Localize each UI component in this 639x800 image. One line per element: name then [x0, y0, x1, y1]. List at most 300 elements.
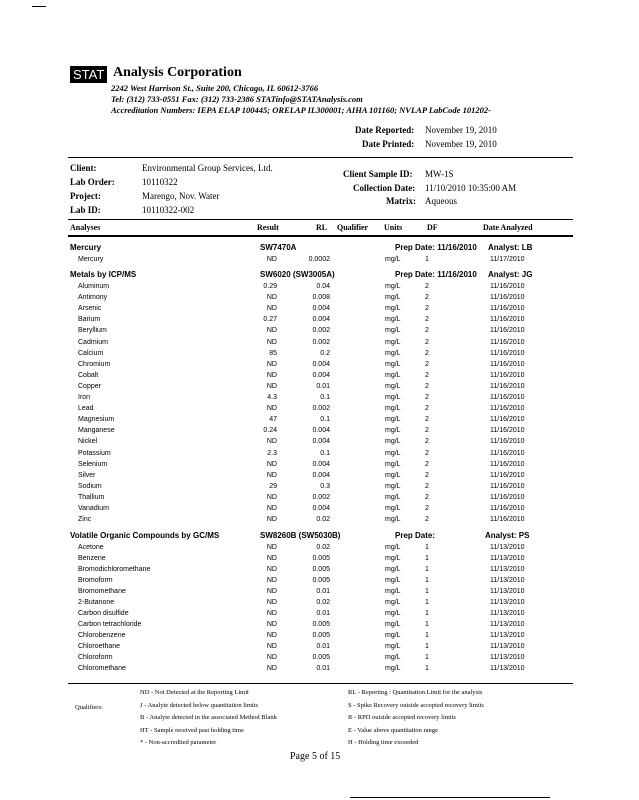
units: mg/L [385, 544, 401, 551]
units: mg/L [385, 405, 401, 413]
dilution-factor: 2 [425, 327, 429, 335]
units: mg/L [385, 599, 401, 606]
dilution-factor: 1 [425, 665, 429, 672]
units: mg/L [385, 382, 401, 390]
units: mg/L [385, 654, 401, 661]
table-row [70, 256, 550, 267]
group-analyst: Analyst: PS [485, 531, 530, 540]
analyte-name: Arsenic [78, 305, 102, 313]
reporting-limit: 0.3 [320, 482, 330, 490]
dilution-factor: 2 [425, 371, 429, 379]
table-row [70, 316, 550, 327]
analyte-name: Chlorobenzene [78, 632, 126, 639]
dilution-factor: 2 [425, 438, 429, 446]
result-value: ND [266, 577, 277, 584]
reporting-limit: 0.002 [312, 327, 330, 335]
units: mg/L [385, 493, 401, 501]
units: mg/L [385, 505, 401, 512]
units: mg/L [385, 294, 401, 302]
company-name: Analysis Corporation [113, 65, 242, 80]
stat-logo: STAT [70, 66, 107, 83]
reporting-limit: 0.01 [316, 588, 330, 595]
analyte-name: Acetone [78, 544, 104, 551]
sample-id-label: Client Sample ID: [343, 169, 413, 179]
units: mg/L [385, 665, 401, 672]
qualifier-definition: R - RPD outside accepted recovery limits [348, 714, 456, 721]
dilution-factor: 2 [425, 493, 429, 501]
table-row [70, 339, 550, 350]
table-row [70, 472, 550, 483]
reporting-limit: 0.01 [316, 643, 330, 650]
lab-order-label: Lab Order: [70, 177, 115, 187]
sample-id-value: MW-1S [425, 169, 454, 179]
date-analyzed: 11/13/2010 [490, 610, 525, 617]
date-analyzed: 11/13/2010 [490, 544, 525, 551]
result-value: ND [266, 654, 277, 661]
units: mg/L [385, 394, 401, 401]
date-analyzed: 11/13/2010 [490, 555, 525, 562]
units: mg/L [385, 643, 401, 650]
lab-id-value: 10110322-002 [142, 205, 195, 215]
date-analyzed: 11/16/2010 [490, 493, 525, 501]
units: mg/L [385, 621, 401, 628]
result-value: ND [266, 505, 277, 512]
col-rl: RL [316, 223, 328, 232]
analysis-group-header [70, 243, 550, 255]
result-value: ND [266, 382, 277, 390]
date-printed-label: Date Printed: [362, 139, 415, 149]
result-value: 0.24 [263, 427, 277, 435]
reporting-limit: 0.004 [312, 438, 330, 446]
col-analyses: Analyses [70, 223, 101, 232]
date-analyzed: 11/13/2010 [490, 632, 525, 639]
table-row [70, 643, 550, 654]
reporting-limit: 0.005 [312, 632, 330, 639]
group-method: SW6020 (SW3005A) [260, 270, 335, 279]
units: mg/L [385, 349, 401, 357]
table-row [70, 494, 550, 505]
analyte-name: Chloroform [78, 654, 113, 661]
date-analyzed: 11/13/2010 [490, 599, 525, 606]
date-analyzed: 11/16/2010 [490, 360, 525, 368]
dilution-factor: 1 [425, 643, 429, 650]
units: mg/L [385, 283, 401, 290]
date-analyzed: 11/16/2010 [490, 416, 525, 424]
analyte-name: Barium [78, 316, 101, 324]
dilution-factor: 2 [425, 460, 429, 468]
date-analyzed: 11/16/2010 [490, 305, 525, 313]
divider [68, 683, 573, 684]
group-prep-date: Prep Date: 11/16/2010 [395, 270, 477, 279]
result-value: ND [266, 471, 277, 479]
project-value: Marengo, Nov. Water [142, 191, 220, 201]
table-row [70, 621, 550, 632]
table-row [70, 416, 550, 427]
reporting-limit: 0.02 [316, 516, 330, 524]
date-analyzed: 11/13/2010 [490, 665, 525, 672]
units: mg/L [385, 371, 401, 379]
result-value: 47 [269, 416, 277, 424]
analyte-name: Thallium [78, 493, 105, 501]
group-method: SW8260B (SW5030B) [260, 531, 341, 540]
analyte-name: Beryllium [78, 327, 107, 335]
units: mg/L [385, 438, 401, 446]
table-row [70, 588, 550, 599]
scan-mark [350, 797, 550, 798]
result-value: ND [266, 493, 277, 501]
accreditation: Accreditation Numbers: IEPA ELAP 100445; ORELAP IL300001; AIHA 101160; NVLAP LabCode 101202- [111, 105, 491, 115]
table-row [70, 483, 550, 494]
qualifier-definition: ND - Not Detected at the Reporting Limit [140, 689, 249, 696]
analyte-name: Iron [78, 394, 91, 401]
qualifier-definition: HT - Sample received past holding time [140, 726, 244, 734]
analyte-name: Sodium [78, 482, 102, 490]
table-row [70, 654, 550, 665]
col-date-analyzed: Date Analyzed [483, 223, 533, 232]
dilution-factor: 1 [425, 610, 429, 617]
analyte-name: Manganese [78, 427, 115, 435]
result-value: ND [266, 294, 277, 302]
analyte-name: Selenium [78, 460, 108, 468]
table-row [70, 327, 550, 338]
analyte-name: Magnesium [78, 416, 115, 424]
analyte-name: 2-Butanone [78, 599, 115, 606]
client-value: Environmental Group Services, Ltd. [142, 163, 273, 173]
scan-mark [32, 6, 46, 7]
units: mg/L [385, 460, 401, 468]
date-analyzed: 11/16/2010 [490, 449, 525, 457]
group-name: Metals by ICP/MS [70, 270, 137, 279]
qualifier-definition: J - Analyte detected below quantitation limits [140, 701, 259, 709]
units: mg/L [385, 305, 401, 313]
date-analyzed: 11/13/2010 [490, 588, 525, 595]
reporting-limit: 0.002 [312, 493, 330, 501]
table-row [70, 350, 550, 361]
analyte-name: Cobalt [78, 371, 99, 379]
units: mg/L [385, 471, 401, 479]
dilution-factor: 2 [425, 338, 429, 346]
table-row [70, 361, 550, 372]
group-prep-date: Prep Date: [395, 531, 436, 540]
table-row [70, 438, 550, 449]
date-analyzed: 11/16/2010 [490, 338, 525, 346]
table-row [70, 305, 550, 316]
date-analyzed: 11/16/2010 [490, 394, 525, 401]
reporting-limit: 0.004 [312, 305, 330, 313]
table-row [70, 665, 550, 676]
divider [68, 235, 573, 237]
company-contact: Tel: (312) 733-0551 Fax: (312) 733-2386 STATinfo@STATAnalysis.com [111, 94, 363, 104]
date-analyzed: 11/13/2010 [490, 577, 525, 584]
dilution-factor: 1 [425, 256, 429, 263]
date-analyzed: 11/16/2010 [490, 516, 525, 524]
units: mg/L [385, 427, 401, 435]
dilution-factor: 2 [425, 516, 429, 524]
result-value: ND [266, 632, 277, 639]
table-row [70, 632, 550, 643]
result-value: 2.3 [267, 449, 277, 457]
units: mg/L [385, 256, 401, 263]
analyte-name: Bromoform [78, 577, 113, 584]
dilution-factor: 2 [425, 405, 429, 413]
reporting-limit: 0.005 [312, 654, 330, 661]
date-analyzed: 11/16/2010 [490, 283, 525, 290]
reporting-limit: 0.005 [312, 566, 330, 573]
reporting-limit: 0.01 [316, 665, 330, 672]
dilution-factor: 1 [425, 599, 429, 606]
col-result: Result [257, 223, 279, 232]
dilution-factor: 1 [425, 621, 429, 628]
date-analyzed: 11/17/2010 [490, 256, 525, 263]
table-row [70, 516, 550, 527]
reporting-limit: 0.005 [312, 577, 330, 584]
reporting-limit: 0.04 [316, 283, 330, 290]
dilution-factor: 2 [425, 349, 429, 357]
reporting-limit: 0.004 [312, 460, 330, 468]
reporting-limit: 0.004 [312, 471, 330, 479]
date-analyzed: 11/16/2010 [490, 316, 525, 324]
date-analyzed: 11/16/2010 [490, 405, 525, 413]
dilution-factor: 2 [425, 305, 429, 313]
units: mg/L [385, 316, 401, 324]
table-row [70, 294, 550, 305]
analyte-name: Carbon tetrachloride [78, 621, 142, 628]
units: mg/L [385, 416, 401, 424]
table-row [70, 610, 550, 621]
table-row [70, 383, 550, 394]
table-row [70, 405, 550, 416]
units: mg/L [385, 449, 401, 457]
reporting-limit: 0.008 [312, 294, 330, 302]
reporting-limit: 0.004 [312, 360, 330, 368]
table-row [70, 283, 550, 294]
reporting-limit: 0.0002 [308, 256, 330, 263]
reporting-limit: 0.005 [312, 621, 330, 628]
dilution-factor: 1 [425, 544, 429, 551]
analyte-name: Zinc [78, 516, 92, 524]
qualifier-definition: RL - Reporting / Quantitation Limit for the analysis [348, 689, 483, 696]
units: mg/L [385, 327, 401, 335]
date-analyzed: 11/16/2010 [490, 327, 525, 335]
result-value: ND [266, 643, 277, 650]
analyte-name: Potassium [78, 449, 111, 457]
units: mg/L [385, 610, 401, 617]
analyte-name: Benzene [78, 555, 106, 562]
group-name: Volatile Organic Compounds by GC/MS [70, 531, 220, 540]
units: mg/L [385, 516, 401, 524]
company-address: 2242 West Harrison St., Suite 200, Chicago, IL 60612-3766 [111, 83, 319, 93]
date-reported: November 19, 2010 [425, 125, 497, 135]
reporting-limit: 0.2 [320, 349, 330, 357]
dilution-factor: 2 [425, 382, 429, 390]
reporting-limit: 0.004 [312, 505, 330, 512]
table-row [70, 372, 550, 383]
dilution-factor: 1 [425, 566, 429, 573]
result-value: 85 [269, 349, 277, 357]
result-value: ND [266, 338, 277, 346]
result-value: ND [266, 327, 277, 335]
dilution-factor: 2 [425, 416, 429, 424]
result-value: ND [266, 305, 277, 313]
result-value: ND [266, 460, 277, 468]
matrix-label: Matrix: [386, 196, 416, 206]
result-value: ND [266, 599, 277, 606]
analyte-name: Aluminum [78, 283, 110, 290]
table-row [70, 427, 550, 438]
date-analyzed: 11/13/2010 [490, 566, 525, 573]
table-row [70, 394, 550, 405]
result-value: ND [266, 405, 277, 413]
reporting-limit: 0.02 [316, 599, 330, 606]
units: mg/L [385, 360, 401, 368]
date-analyzed: 11/16/2010 [490, 471, 525, 479]
reporting-limit: 0.01 [316, 382, 330, 390]
col-units: Units [384, 223, 403, 232]
date-analyzed: 11/13/2010 [490, 654, 525, 661]
dilution-factor: 2 [425, 316, 429, 324]
analyte-name: Vanadium [78, 505, 110, 512]
units: mg/L [385, 632, 401, 639]
analysis-group-header [70, 270, 550, 282]
analysis-group-header [70, 531, 550, 543]
lab-id-label: Lab ID: [70, 205, 101, 215]
qualifier-definition: * - Non-accredited parameter [140, 739, 217, 746]
collection-value: 11/10/2010 10:35:00 AM [425, 183, 517, 193]
dilution-factor: 2 [425, 449, 429, 457]
units: mg/L [385, 588, 401, 595]
group-name: Mercury [70, 243, 102, 252]
table-row [70, 461, 550, 472]
result-value: 4.3 [267, 394, 277, 401]
collection-label: Collection Date: [353, 183, 416, 193]
reporting-limit: 0.1 [320, 449, 330, 457]
reporting-limit: 0.004 [312, 316, 330, 324]
reporting-limit: 0.02 [316, 544, 330, 551]
analyte-name: Bromodichloromethane [78, 566, 151, 573]
reporting-limit: 0.004 [312, 371, 330, 379]
analyte-name: Chromium [78, 360, 111, 368]
table-row [70, 555, 550, 566]
analyte-name: Nickel [78, 438, 98, 446]
reporting-limit: 0.005 [312, 555, 330, 562]
result-value: 29 [269, 482, 277, 490]
client-label: Client: [70, 163, 97, 173]
reporting-limit: 0.002 [312, 338, 330, 346]
col-df: DF [427, 223, 438, 232]
date-reported-label: Date Reported: [355, 125, 415, 135]
date-analyzed: 11/16/2010 [490, 371, 525, 379]
dilution-factor: 2 [425, 283, 429, 290]
result-value: ND [266, 665, 277, 672]
group-prep-date: Prep Date: 11/16/2010 [395, 243, 477, 252]
date-analyzed: 11/16/2010 [490, 294, 525, 302]
reporting-limit: 0.004 [312, 427, 330, 435]
analyte-name: Carbon disulfide [78, 610, 129, 617]
project-label: Project: [70, 191, 101, 201]
table-row [70, 566, 550, 577]
result-value: ND [266, 438, 277, 446]
date-analyzed: 11/13/2010 [490, 621, 525, 628]
matrix-value: Aqueous [425, 196, 457, 206]
result-value: 0.27 [263, 316, 277, 324]
result-value: ND [266, 371, 277, 379]
result-value: ND [266, 610, 277, 617]
date-analyzed: 11/16/2010 [490, 482, 525, 490]
table-row [70, 577, 550, 588]
reporting-limit: 0.002 [312, 405, 330, 413]
table-row [70, 450, 550, 461]
dilution-factor: 2 [425, 294, 429, 302]
group-analyst: Analyst: LB [488, 243, 533, 252]
units: mg/L [385, 577, 401, 584]
divider [68, 219, 573, 220]
group-method: SW7470A [260, 243, 297, 252]
result-value: ND [266, 544, 277, 551]
analyte-name: Chloromethane [78, 665, 126, 672]
reporting-limit: 0.1 [320, 416, 330, 424]
result-value: ND [266, 360, 277, 368]
result-value: ND [266, 621, 277, 628]
analyte-name: Chloroethane [78, 643, 121, 650]
result-value: ND [266, 566, 277, 573]
reporting-limit: 0.01 [316, 610, 330, 617]
units: mg/L [385, 338, 401, 346]
dilution-factor: 1 [425, 654, 429, 661]
dilution-factor: 2 [425, 360, 429, 368]
analyte-name: Antimony [78, 294, 108, 302]
analyte-name: Lead [78, 405, 94, 413]
col-qualifier: Qualifier [337, 223, 369, 232]
table-row [70, 599, 550, 610]
date-analyzed: 11/16/2010 [490, 460, 525, 468]
dilution-factor: 1 [425, 577, 429, 584]
units: mg/L [385, 482, 401, 490]
qualifier-definition: S - Spike Recovery outside accepted recovery limits [348, 701, 484, 709]
dilution-factor: 1 [425, 632, 429, 639]
dilution-factor: 2 [425, 505, 429, 512]
units: mg/L [385, 555, 401, 562]
qualifier-definition: E - Value above quantitation range [348, 726, 438, 734]
result-value: ND [266, 588, 277, 595]
analyte-name: Copper [78, 382, 101, 390]
dilution-factor: 2 [425, 482, 429, 490]
table-row [70, 544, 550, 555]
result-value: ND [266, 256, 277, 263]
result-value: 0.29 [263, 283, 277, 290]
qualifier-definition: H - Holding time exceeded [348, 739, 419, 746]
dilution-factor: 2 [425, 394, 429, 401]
page-number: Page 5 of 15 [290, 751, 341, 762]
date-analyzed: 11/16/2010 [490, 427, 525, 435]
analyte-name: Calcium [78, 349, 104, 357]
dilution-factor: 2 [425, 471, 429, 479]
date-analyzed: 11/16/2010 [490, 382, 525, 390]
dilution-factor: 1 [425, 555, 429, 562]
dilution-factor: 2 [425, 427, 429, 435]
date-analyzed: 11/16/2010 [490, 505, 525, 512]
lab-order-value: 10110322 [142, 177, 178, 187]
date-analyzed: 11/13/2010 [490, 643, 525, 650]
result-value: ND [266, 555, 277, 562]
qualifier-definition: B - Analyte detected in the associated Method Blank [140, 714, 277, 721]
qualifiers-label: Qualifiers: [75, 704, 103, 711]
table-row [70, 505, 550, 516]
analyte-name: Cadmium [78, 338, 108, 346]
result-value: ND [266, 516, 277, 524]
analyte-name: Mercury [78, 256, 104, 263]
reporting-limit: 0.1 [320, 394, 330, 401]
analyte-name: Bromomethane [78, 588, 126, 595]
